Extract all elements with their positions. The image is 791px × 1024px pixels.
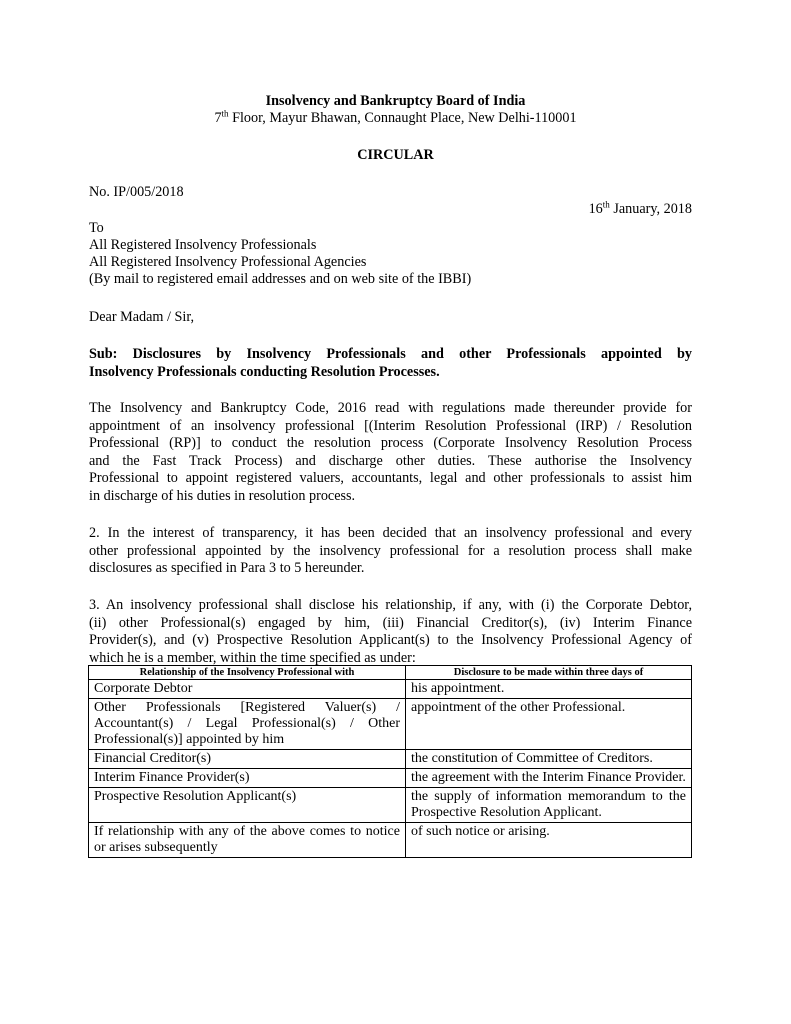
- table-row: [89, 699, 692, 750]
- subject-line: Insolvency Professionals conducting Resolution Processes.: [89, 363, 440, 380]
- org-name: Insolvency and Bankruptcy Board of India: [265, 93, 526, 109]
- paragraph-line: 2. In the interest of transparency, it has been decided that an insolvency professional and every: [89, 525, 692, 541]
- paragraph-line: (ii) other Professional(s) engaged by him, (iii) Financial Creditor(s), (iv) Interim Finance: [89, 614, 692, 631]
- addressee-line: All Registered Insolvency Professionals: [89, 237, 317, 253]
- paragraph-2: [89, 525, 692, 578]
- disclosure-cell: the constitution of Committee of Creditors.: [406, 750, 692, 769]
- table-header-row: [89, 666, 692, 680]
- relationship-cell: Prospective Resolution Applicant(s): [89, 788, 406, 823]
- disclosure-cell: the agreement with the Interim Finance Provider.: [406, 769, 692, 788]
- disclosure-cell: appointment of the other Professional.: [406, 699, 692, 750]
- circular-number: No. IP/005/2018: [89, 184, 184, 200]
- table-row: [89, 750, 692, 769]
- paragraph-line: appointment of an insolvency professional [(Interim Resolution Professional (IRP) / Resolution: [89, 417, 692, 434]
- paragraph-line: Provider(s), and (v) Prospective Resolution Applicant(s) to the Insolvency Professional Agency of: [89, 632, 692, 649]
- relationship-cell: Interim Finance Provider(s): [89, 769, 406, 788]
- column-header: Disclosure to be made within three days of: [406, 666, 692, 680]
- addressee-to: To: [89, 220, 104, 236]
- disclosure-cell: his appointment.: [406, 680, 692, 699]
- relationship-cell: Corporate Debtor: [89, 680, 406, 699]
- disclosure-cell: of such notice or arising.: [406, 823, 692, 858]
- table-row: [89, 769, 692, 788]
- relationship-cell: Financial Creditor(s): [89, 750, 406, 769]
- circular-date: 16th January, 2018: [588, 199, 692, 217]
- subject: [89, 346, 692, 381]
- document-type: CIRCULAR: [357, 147, 434, 163]
- paragraph-1: [89, 400, 692, 506]
- table-row: [89, 788, 692, 823]
- paragraph-line: which he is a member, within the time specified as under:: [89, 649, 416, 666]
- paragraph-line: and the Fast Track Process) and discharge other duties. These authorise the Insolvency: [89, 452, 692, 469]
- disclosure-cell: the supply of information memorandum to the Prospective Resolution Applicant.: [406, 788, 692, 823]
- org-address: 7th Floor, Mayur Bhawan, Connaught Place, New Delhi-110001: [214, 108, 577, 126]
- subject-line: Sub: Disclosures by Insolvency Professionals and other Professionals appointed by: [89, 346, 692, 362]
- paragraph-line: Professional to appoint registered valuers, accountants, legal and other professionals to assist him: [89, 470, 692, 487]
- column-header: Relationship of the Insolvency Professional with: [89, 666, 406, 680]
- paragraph-line: disclosures as specified in Para 3 to 5 hereunder.: [89, 560, 365, 577]
- paragraph-line: Professional (RP)] to conduct the resolution process (Corporate Insolvency Resolution Process: [89, 435, 692, 452]
- table-row: [89, 680, 692, 699]
- paragraph-line: other professional appointed by the insolvency professional for a resolution process shall make: [89, 542, 692, 559]
- salutation: Dear Madam / Sir,: [89, 309, 195, 325]
- relationship-cell: Other Professionals [Registered Valuer(s) / Accountant(s) / Legal Professional(s) / Other Professional(s)] appointed by him: [89, 699, 406, 750]
- paragraph-line: in discharge of his duties in resolution process.: [89, 487, 356, 504]
- paragraph-3: [89, 597, 692, 667]
- addressee-line: All Registered Insolvency Professional Agencies: [89, 254, 367, 270]
- addressee-line: (By mail to registered email addresses and on web site of the IBBI): [89, 271, 472, 287]
- disclosure-table: [88, 665, 692, 858]
- paragraph-line: 3. An insolvency professional shall disclose his relationship, if any, with (i) the Corporate Debtor,: [89, 597, 692, 613]
- relationship-cell: If relationship with any of the above comes to notice or arises subsequently: [89, 823, 406, 858]
- table-row: [89, 823, 692, 858]
- paragraph-line: The Insolvency and Bankruptcy Code, 2016 read with regulations made thereunder provide for: [89, 400, 692, 416]
